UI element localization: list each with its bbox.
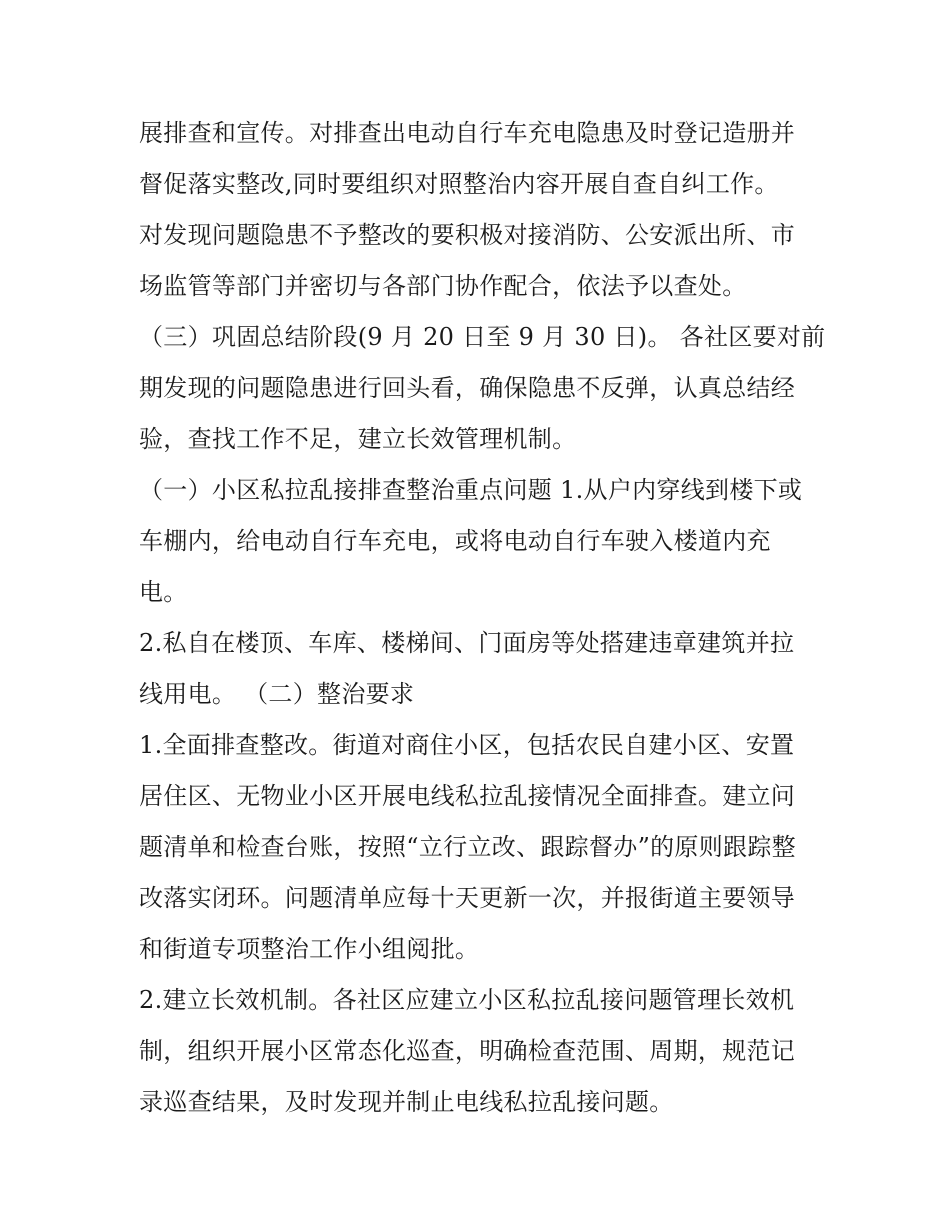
text-line: 线用电。 （二）整治要求 [139, 680, 415, 708]
list-item-line: 2.建立长效机制。各社区应建立小区私拉乱接问题管理长效机 [139, 986, 795, 1014]
text-line: 场监管等部门并密切与各部门协作配合，依法予以查处。 [139, 272, 747, 300]
text-line: 期发现的问题隐患进行回头看，确保隐患不反弹，认真总结经 [139, 374, 796, 402]
list-item-line: 2.私自在楼顶、车库、楼梯间、门面房等处搭建违章建筑并拉 [139, 629, 795, 657]
text-line: 和街道专项整治工作小组阅批。 [139, 935, 480, 963]
text-line: 验，查找工作不足，建立长效管理机制。 [139, 425, 577, 453]
text-line: 车棚内，给电动自行车充电，或将电动自行车驶入楼道内充 [139, 527, 771, 555]
section-heading-line: （一）小区私拉乱接排查整治重点问题 1.从户内穿线到楼下或 [139, 476, 803, 504]
body-text [139, 108, 839, 1128]
text-line: 展排查和宣传。对排查出电动自行车充电隐患及时登记造册并 [139, 119, 796, 147]
text-line: 居住区、无物业小区开展电线私拉乱接情况全面排查。建立问 [139, 782, 796, 810]
text-line: 改落实闭环。问题清单应每十天更新一次，并报街道主要领导 [139, 884, 796, 912]
text-line: 对发现问题隐患不予整改的要积极对接消防、公安派出所、市 [139, 221, 796, 249]
text-line: 录巡查结果，及时发现并制止电线私拉乱接问题。 [139, 1088, 674, 1116]
text-line: 督促落实整改,同时要组织对照整治内容开展自查自纠工作。 [139, 170, 779, 198]
list-item-line: 1.全面排查整改。街道对商住小区，包括农民自建小区、安置 [139, 731, 795, 759]
text-line: 制，组织开展小区常态化巡查，明确检查范围、周期，规范记 [139, 1037, 796, 1065]
text-line: 题清单和检查台账，按照“立行立改、跟踪督办”的原则跟踪整 [139, 833, 796, 861]
text-line: 电。 [139, 578, 188, 606]
section-heading-line: （三）巩固总结阶段(9 月 20 日至 9 月 30 日)。 各社区要对前 [139, 323, 826, 351]
